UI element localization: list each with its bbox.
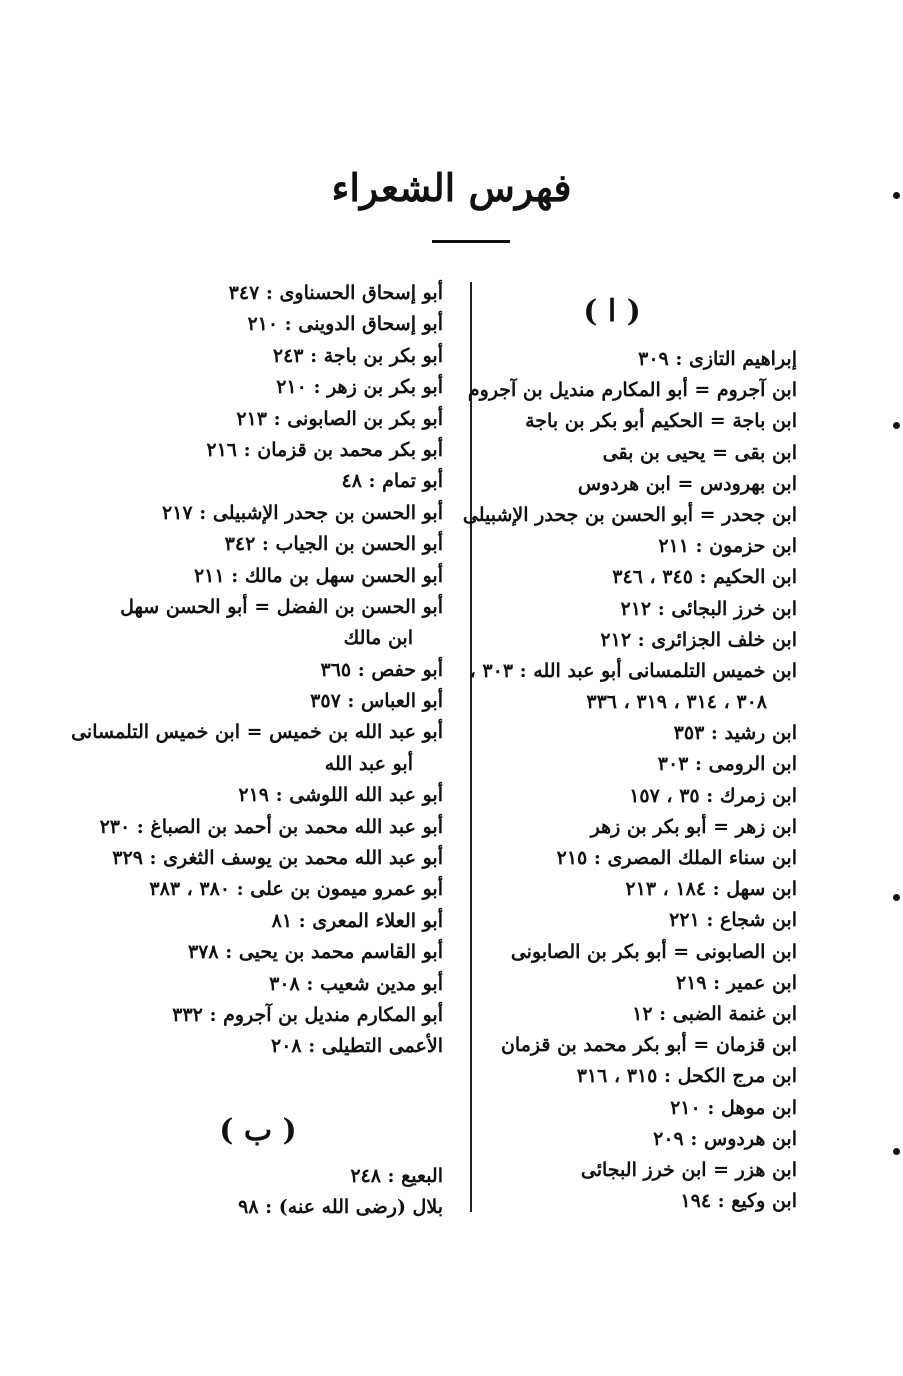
- index-entry: أبو القاسم محمد بن يحيى : ٣٧٨: [187, 941, 443, 964]
- section-heading-alif: ( ا ): [583, 294, 641, 329]
- right-column: [462, 282, 797, 1217]
- index-entry: البعيع : ٢٤٨: [350, 1164, 443, 1187]
- index-entry: ابن الحكيم : ٣٤٥ ، ٣٤٦: [612, 566, 797, 589]
- index-entry: بلال (رضى الله عنه) : ٩٨: [238, 1196, 443, 1219]
- index-entry: أبو بكر بن الصابونى : ٢١٣: [236, 407, 443, 430]
- index-entry: أبو عبد الله محمد بن أحمد بن الصباغ : ٢٣٠: [99, 815, 443, 838]
- title-underline: [432, 240, 510, 243]
- index-entry: أبو الحسن بن الفضل = أبو الحسن سهل: [120, 595, 443, 618]
- section-heading-ba: ( ب ): [219, 1112, 297, 1148]
- index-entry: ابن سهل : ١٨٤ ، ٢١٣: [625, 878, 797, 901]
- index-entry: ابن بهرودس = ابن هردوس: [577, 472, 797, 495]
- index-entry: ابن هردوس : ٢٠٩: [653, 1127, 797, 1150]
- index-entry: أبو عمرو ميمون بن على : ٣٨٠ ، ٣٨٣: [149, 878, 443, 901]
- index-entry: ابن غنمة الضبى : ١٢: [632, 1002, 797, 1025]
- index-entry: ابن زمرك : ٣٥ ، ١٥٧: [629, 784, 797, 807]
- index-entry: ابن قزمان = أبو بكر محمد بن قزمان: [500, 1034, 797, 1057]
- index-entry: أبو حفص : ٣٦٥: [320, 658, 443, 681]
- index-entry-continuation: أبو عبد الله: [324, 752, 413, 775]
- index-entry: أبو بكر بن زهر : ٢١٠: [276, 376, 443, 399]
- index-entry: ابن الرومى : ٣٠٣: [657, 753, 797, 776]
- index-entry: أبو إسحاق الدوينى : ٢١٠: [247, 313, 443, 336]
- page-title: فهرس الشعراء: [331, 165, 572, 210]
- index-entry: أبو بكر بن باجة : ٢٤٣: [272, 344, 443, 367]
- index-entry-continuation: ابن مالك: [343, 627, 413, 650]
- index-entry: أبو تمام : ٤٨: [341, 470, 443, 493]
- left-column: [71, 278, 443, 1224]
- index-entry: أبو إسحاق الحسناوى : ٣٤٧: [228, 282, 443, 304]
- index-entry: أبو عبد الله محمد بن يوسف الثغرى : ٣٢٩: [112, 847, 443, 870]
- scan-edge-mark: [893, 422, 900, 429]
- index-entry: أبو الحسن بن جحدر الإشبيلى : ٢١٧: [162, 501, 443, 524]
- index-entry: ابن مرج الكحل : ٣١٥ ، ٣١٦: [576, 1065, 797, 1088]
- index-entry: أبو عبد الله اللوشى : ٢١٩: [238, 784, 443, 807]
- index-entry: ابن خلف الجزائرى : ٢١٢: [600, 628, 797, 651]
- index-entry: ابن رشيد : ٣٥٣: [673, 722, 797, 745]
- index-entry: ابن آجروم = أبو المكارم منديل بن آجروم: [467, 379, 797, 402]
- index-entry: ابن سناء الملك المصرى : ٢١٥: [556, 847, 797, 869]
- index-entry: ابن باجة = الحكيم أبو بكر بن باجة: [525, 410, 797, 433]
- scan-edge-mark: [893, 192, 900, 199]
- index-entry: الأعمى التطيلى : ٢٠٨: [270, 1035, 443, 1058]
- index-entry: أبو بكر محمد بن قزمان : ٢١٦: [206, 438, 443, 461]
- index-entry: أبو مدين شعيب : ٣٠٨: [269, 972, 443, 995]
- index-entry: ابن جحدر = أبو الحسن بن جحدر الإشبيلى: [462, 503, 797, 526]
- index-entry: ابن حزمون : ٢١١: [658, 535, 797, 558]
- index-entry: ابن موهل : ٢١٠: [670, 1096, 797, 1119]
- index-entry: أبو الحسن بن الجياب : ٣٤٢: [224, 533, 443, 556]
- index-entry: ابن الصابونى = أبو بكر بن الصابونى: [510, 940, 797, 963]
- index-entry: ابن عمير : ٢١٩: [675, 971, 797, 994]
- index-entry: أبو الحسن سهل بن مالك : ٢١١: [193, 564, 443, 587]
- index-entry: أبو عبد الله بن خميس = ابن خميس التلمسانى: [71, 721, 443, 744]
- index-entry: إبراهيم التازى : ٣٠٩: [638, 348, 797, 370]
- index-entry-continuation: ٣٠٨ ، ٣١٤ ، ٣١٩ ، ٣٣٦: [586, 691, 767, 714]
- index-entry: ابن شجاع : ٢٢١: [669, 909, 797, 932]
- scan-edge-mark: [893, 894, 900, 901]
- index-entry: ابن خميس التلمسانى أبو عبد الله : ٣٠٣ ،: [469, 659, 797, 682]
- index-entry: ابن هزر = ابن خرز البجائى: [580, 1158, 797, 1181]
- index-entry: ابن بقى = يحيى بن بقى: [602, 441, 797, 464]
- scan-edge-mark: [893, 1148, 900, 1155]
- section-spacer: [113, 1063, 443, 1101]
- index-entry: أبو المكارم منديل بن آجروم : ٣٣٢: [172, 1003, 443, 1026]
- index-entry: ابن وكيع : ١٩٤: [680, 1190, 797, 1213]
- index-entry: ابن خرز البجائى : ٢١٢: [620, 597, 797, 620]
- index-entry: أبو العباس : ٣٥٧: [310, 690, 443, 713]
- index-entry: ابن زهر = أبو بكر بن زهر: [590, 815, 797, 838]
- index-entry: أبو العلاء المعرى : ٨١: [271, 909, 443, 932]
